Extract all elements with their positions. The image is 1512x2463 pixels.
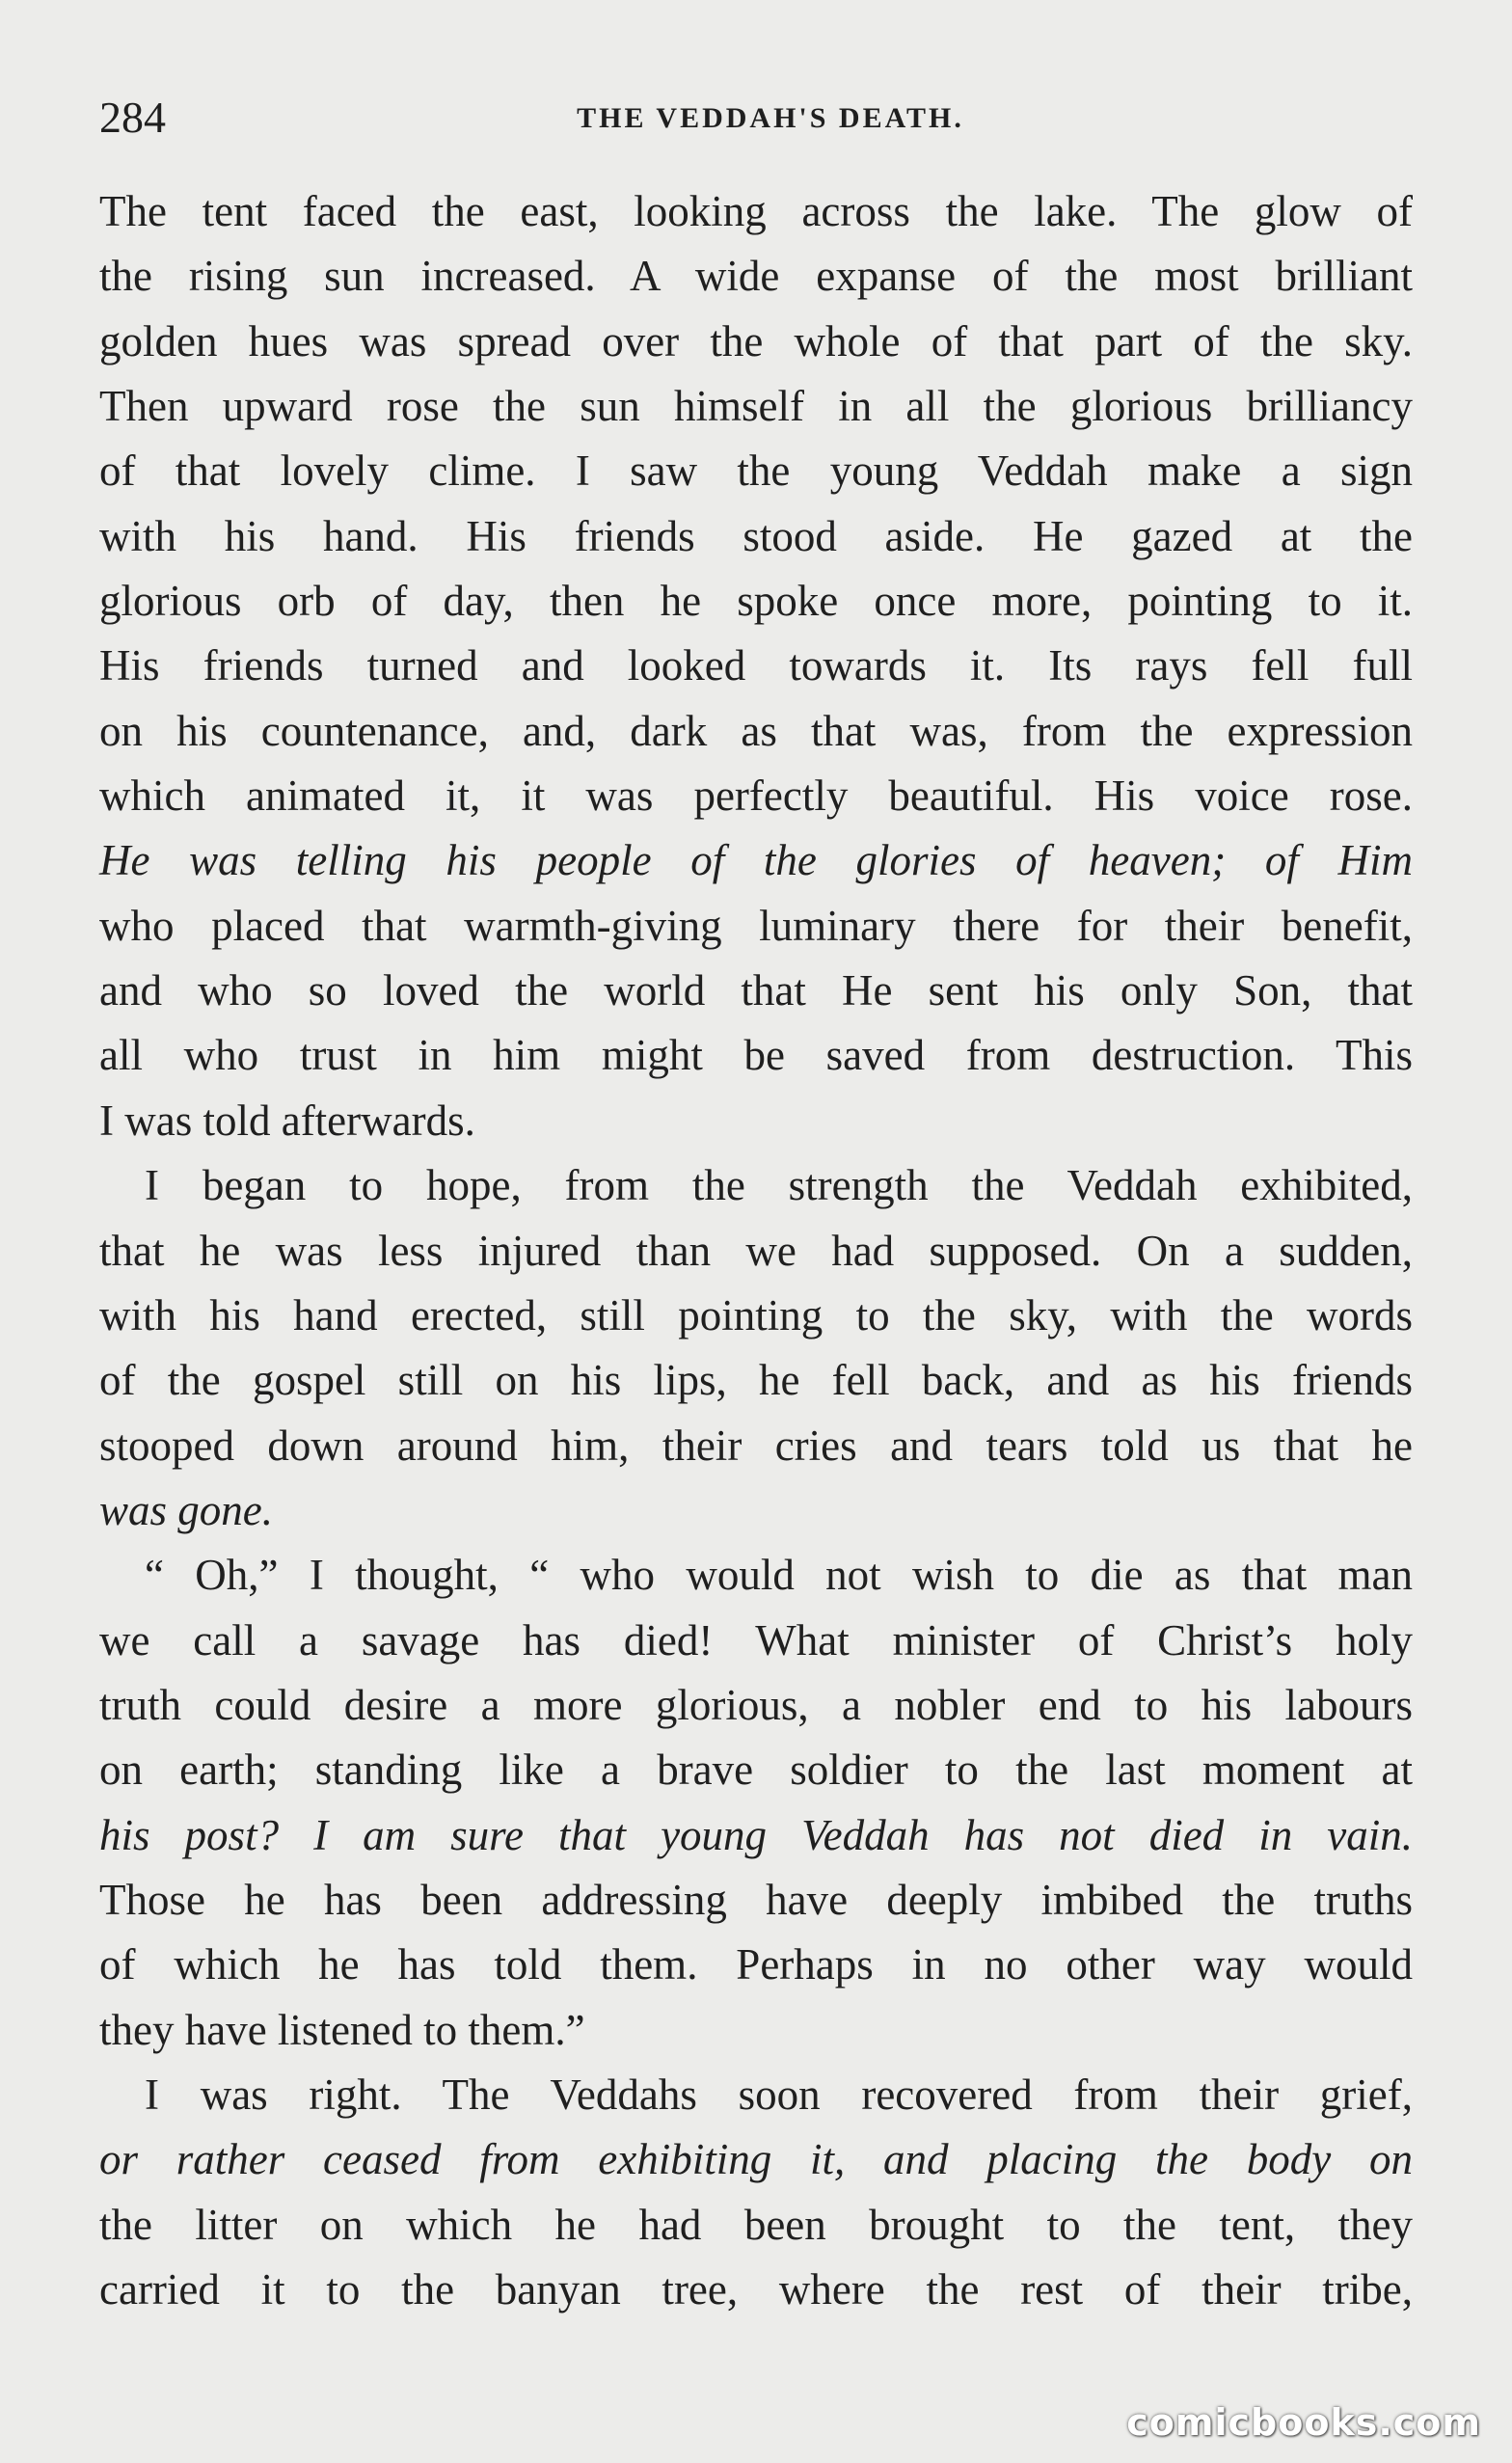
text-line: of which he has told them. Perhaps in no other way would	[99, 1940, 1413, 1989]
text-line: and who so loved the world that He sent his only Son, that	[99, 966, 1413, 1015]
text-line: I began to hope, from the strength the Veddah exhibited,	[145, 1161, 1413, 1210]
text-line: on earth; standing like a brave soldier to the last moment at	[99, 1746, 1413, 1795]
text-line: Then upward rose the sun himself in all the glorious brilliancy	[99, 382, 1413, 431]
text-line: on his countenance, and, dark as that was, from the expression	[99, 706, 1413, 755]
text-line: his post? I am sure that young Veddah has not died in vain.	[99, 1810, 1413, 1859]
text-line: the litter on which he had been brought to the tent, they	[99, 2200, 1413, 2249]
text-line: of that lovely clime. I saw the young Veddah make a sign	[99, 447, 1413, 496]
text-line: with his hand erected, still pointing to the sky, with the words	[99, 1290, 1413, 1340]
page-number: 284	[99, 93, 166, 142]
text-line: stooped down around him, their cries and tears told us that he	[99, 1421, 1413, 1470]
text-line: He was telling his people of the glories of heaven; of Him	[99, 836, 1413, 885]
text-line: glorious orb of day, then he spoke once more, pointing to it.	[99, 577, 1413, 626]
running-title: THE VEDDAH'S DEATH.	[577, 102, 964, 134]
text-line: I was right. The Veddahs soon recovered from their grief,	[145, 2070, 1413, 2119]
text-line: the rising sun increased. A wide expanse of the most brilliant	[99, 252, 1413, 301]
watermark: comicbooks.com	[1126, 2401, 1481, 2444]
text-line: with his hand. His friends stood aside. He gazed at the	[99, 511, 1413, 560]
page-header	[99, 89, 1413, 147]
body-text	[99, 179, 1413, 2322]
text-line: that he was less injured than we had supposed. On a sudden,	[99, 1226, 1413, 1275]
text-line: truth could desire a more glorious, a nobler end to his labours	[99, 1680, 1413, 1729]
text-line: I was told afterwards.	[99, 1096, 475, 1145]
text-line: Those he has been addressing have deeply imbibed the truths	[99, 1875, 1413, 1924]
text-line: or rather ceased from exhibiting it, and placing the body on	[99, 2135, 1413, 2184]
text-line: golden hues was spread over the whole of that part of the sky.	[99, 316, 1413, 365]
text-line: all who trust in him might be saved from destruction. This	[99, 1031, 1413, 1080]
text-line: who placed that warmth-giving luminary there for their benefit,	[99, 901, 1413, 950]
text-line: carried it to the banyan tree, where the rest of their tribe,	[99, 2265, 1413, 2314]
text-line: we call a savage has died! What minister of Christ’s holy	[99, 1615, 1413, 1665]
text-line: of the gospel still on his lips, he fell back, and as his friends	[99, 1356, 1413, 1405]
text-line: which animated it, it was perfectly beautiful. His voice rose.	[99, 771, 1413, 821]
text-line: “ Oh,” I thought, “ who would not wish to die as that man	[145, 1551, 1413, 1600]
text-line: His friends turned and looked towards it. Its rays fell full	[99, 641, 1413, 690]
text-line: The tent faced the east, looking across the lake. The glow of	[99, 187, 1413, 235]
text-line: was gone.	[99, 1485, 273, 1534]
text-line: they have listened to them.”	[99, 2005, 585, 2054]
